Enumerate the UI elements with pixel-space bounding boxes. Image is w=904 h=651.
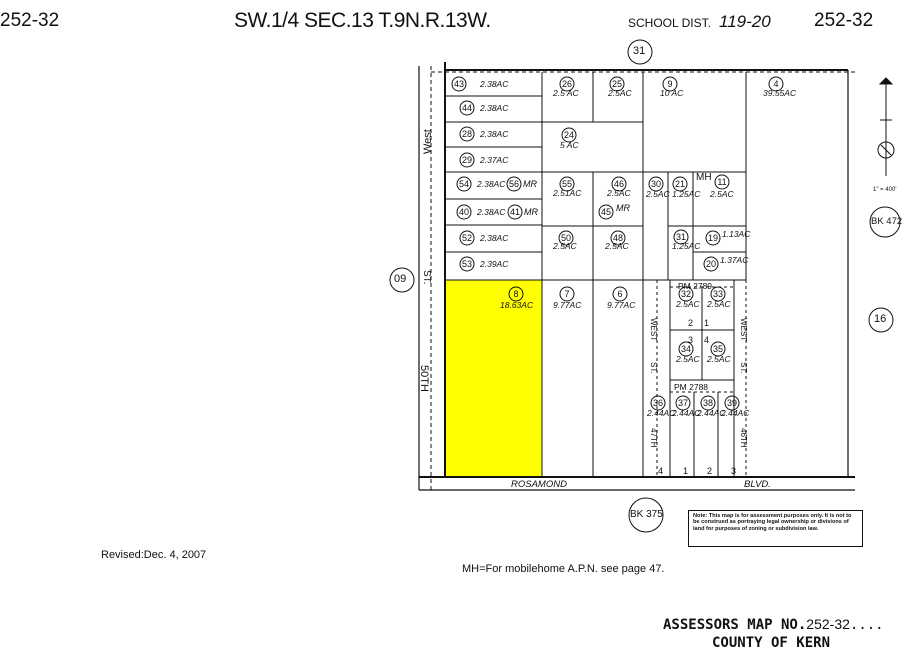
lot-number: 3 <box>688 335 694 345</box>
parcel-acreage-39: 2.44AC <box>721 408 750 418</box>
parcel-acreage-36: 2.44AC <box>647 408 676 418</box>
parcel-number-31: 31 <box>675 232 687 242</box>
map-no-dots: .... <box>849 617 884 633</box>
parcel-acreage-35: 2.5AC <box>707 354 731 364</box>
assessors-map-label <box>663 616 884 633</box>
parcel-map-2788: PM 2788 <box>674 382 709 392</box>
parcel-number-21: 21 <box>674 179 686 189</box>
parcel-number-56: 56 <box>508 179 520 189</box>
parcel-number-19: 19 <box>707 233 719 243</box>
parcel-number-32: 32 <box>680 289 692 299</box>
parcel-number-20: 20 <box>705 259 717 269</box>
street-st-a-label: ST. <box>649 362 658 374</box>
parcel-number-54: 54 <box>458 179 470 189</box>
parcel-number-40: 40 <box>458 207 470 217</box>
street-st-b-label: ST. <box>739 362 748 374</box>
street-blvd-label: BLVD. <box>744 479 771 490</box>
mobilehome-note: MH=For mobilehome A.P.N. see page 47. <box>462 563 665 575</box>
parcel-acreage-33: 2.5AC <box>707 299 731 309</box>
parcel-number-46: 46 <box>613 179 625 189</box>
parcel-acreage-19: 1.13AC <box>722 229 751 239</box>
parcel-acreage-9: 10 AC <box>660 88 684 98</box>
street-west-a-label: WEST <box>649 318 658 342</box>
county-label: COUNTY OF KERN <box>712 635 831 651</box>
parcel-acreage-43: 2.38AC <box>480 79 509 89</box>
parcel-acreage-25: 2.5AC <box>608 88 632 98</box>
parcel-acreage-53: 2.39AC <box>480 259 509 269</box>
parcel-acreage-11: 2.5AC <box>710 189 734 199</box>
right-page-number: 252-32 <box>814 10 874 31</box>
parcel-acreage-30: 2.5AC <box>646 189 670 199</box>
school-dist-value: 119-20 <box>719 12 771 31</box>
book-ref-bk375: BK 375 <box>630 509 663 520</box>
parcel-number-28: 28 <box>461 129 473 139</box>
parcel-acreage-38: 2.44AC <box>697 408 726 418</box>
parcel-number-35: 35 <box>712 344 724 354</box>
parcel-acreage-56: MR <box>523 179 537 189</box>
parcel-number-33: 33 <box>712 289 724 299</box>
parcel-acreage-40: 2.38AC <box>477 207 506 217</box>
parcel-number-48: 48 <box>612 233 624 243</box>
parcel-acreage-28: 2.38AC <box>480 129 509 139</box>
parcel-acreage-4: 39.55AC <box>763 88 797 98</box>
parcel-number-6: 6 <box>617 289 623 299</box>
parcel-acreage-8: 18.63AC <box>500 300 534 310</box>
parcel-number-36: 36 <box>652 398 664 408</box>
lot-number: 4 <box>658 466 664 476</box>
lot-number: 1 <box>704 318 710 328</box>
parcel-number-55: 55 <box>561 179 573 189</box>
parcel-number-44: 44 <box>461 103 473 113</box>
lot-number: 4 <box>704 335 710 345</box>
parcel-acreage-32: 2.5AC <box>676 299 700 309</box>
parcel-acreage-7: 9.77AC <box>553 300 582 310</box>
parcel-number-43: 43 <box>453 79 465 89</box>
street-rosamond-label: ROSAMOND <box>511 479 567 490</box>
lot-number: 2 <box>688 318 694 328</box>
parcel-acreage-50: 2.5AC <box>553 241 577 251</box>
parcel-number-50: 50 <box>560 233 572 243</box>
scale-label: 1" = 400' <box>873 187 897 193</box>
parcel-number-37: 37 <box>677 398 689 408</box>
map-no-label: ASSESSORS MAP NO. <box>663 617 807 633</box>
lot-number: 1 <box>683 466 689 476</box>
street-west-b-label: WEST <box>739 318 748 342</box>
parcel-number-38: 38 <box>702 398 714 408</box>
parcel-number-41: 41 <box>509 207 521 217</box>
parcel-acreage-37: 2.44AC <box>672 408 701 418</box>
book-ref-top: 31 <box>633 45 646 57</box>
parcel-number-53: 53 <box>461 259 473 269</box>
parcel-acreage-41: MR <box>524 207 538 217</box>
parcel-number-9: 9 <box>667 79 673 89</box>
parcel-map-2789: PM 2789 <box>678 281 713 291</box>
book-ref-bk472: BK 472 <box>871 216 903 227</box>
parcel-acreage-46: 2.5AC <box>607 188 631 198</box>
lot-number: 2 <box>707 466 713 476</box>
lot-number: 3 <box>731 466 737 476</box>
parcel-acreage-20: 1.37AC <box>720 255 749 265</box>
school-dist-label: SCHOOL DIST. <box>628 16 711 30</box>
parcel-number-26: 26 <box>561 79 573 89</box>
parcel-number-29: 29 <box>461 155 473 165</box>
parcel-number-7: 7 <box>564 289 570 299</box>
book-ref-right: 16 <box>874 313 887 325</box>
parcel-number-8: 8 <box>513 289 519 299</box>
revised-date: Revised:Dec. 4, 2007 <box>101 549 207 561</box>
book-ref-left: 09 <box>394 273 407 285</box>
parcel-number-52: 52 <box>461 233 473 243</box>
street-46th-label: 46TH <box>739 428 748 448</box>
parcel-number-34: 34 <box>680 344 692 354</box>
parcel-number-39: 39 <box>726 398 738 408</box>
street-st-label: ST. <box>421 270 432 285</box>
parcel-acreage-31: 1.25AC <box>672 241 701 251</box>
parcel-acreage-21: 1.25AC <box>672 189 701 199</box>
parcel-acreage-45: MR <box>616 203 630 213</box>
parcel-acreage-24: 5 AC <box>560 140 579 150</box>
parcel-acreage-48: 2.5AC <box>605 241 629 251</box>
parcel-number-11: 11 <box>717 177 727 187</box>
parcel-acreage-34: 2.5AC <box>676 354 700 364</box>
parcel-number-25: 25 <box>611 79 623 89</box>
street-west-label: West <box>422 129 434 154</box>
parcel-number-24: 24 <box>563 130 575 140</box>
parcel-acreage-44: 2.38AC <box>480 103 509 113</box>
parcel-acreage-29: 2.37AC <box>480 155 509 165</box>
map-no-value: 252-32 <box>806 616 850 632</box>
disclaimer-note: Note: This map is for assessment purposes only. It is not to be construed as portraying legal ownership or divisions of land for purposes of zoning or subdivision law. <box>688 510 863 547</box>
parcel-acreage-6: 9.77AC <box>607 300 636 310</box>
street-47th-label: 47TH <box>649 428 658 448</box>
parcel-number-30: 30 <box>650 179 662 189</box>
parcel-number-4: 4 <box>773 79 779 89</box>
parcel-acreage-54: 2.38AC <box>477 179 506 189</box>
parcel-acreage-52: 2.38AC <box>480 233 509 243</box>
parcel-acreage-26: 2.5 AC <box>553 88 579 98</box>
map-title: SW.1/4 SEC.13 T.9N.R.13W. <box>234 9 491 32</box>
mobilehome-marker: MH <box>696 172 712 183</box>
left-page-number: 252-32 <box>0 10 60 31</box>
parcel-acreage-55: 2.51AC <box>553 188 582 198</box>
street-50th-label: 50TH <box>418 365 430 392</box>
parcel-number-45: 45 <box>600 207 612 217</box>
